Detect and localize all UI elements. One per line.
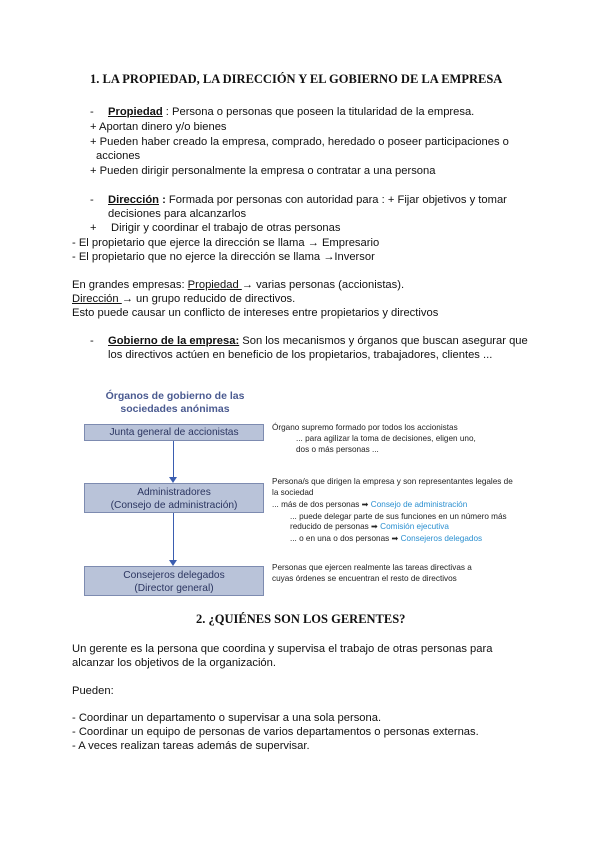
diagram-title-line1: Órganos de gobierno de las <box>105 390 245 402</box>
admin-desc-line3 <box>272 500 467 511</box>
grandes-propiedad-rest: → varias personas (accionistas). <box>241 279 405 291</box>
direccion-term: Dirección <box>108 194 159 206</box>
direccion-def-line1: Formada por personas con autoridad para : + Fijar objetivos y tomar <box>165 194 507 206</box>
administradores-line2: (Consejo de administración) <box>110 500 238 511</box>
gobierno-bullet: - <box>90 335 94 347</box>
gobierno-term: Gobierno de la empresa: <box>108 335 240 347</box>
propiedad-term: Propiedad <box>108 106 163 118</box>
gobierno-def-line2: los directivos actúen en beneficio de los propietarios, trabajadores, clientes ... <box>108 349 493 361</box>
propiedad-item: acciones <box>96 150 141 162</box>
direccion-definition <box>108 193 507 208</box>
consejeros-box <box>84 566 264 596</box>
direccion-note: - El propietario que no ejerce la dirección se llama →Inversor <box>72 251 375 263</box>
admin-desc-line5-highlight: Comisión ejecutiva <box>380 522 449 531</box>
consejeros-line1: Consejeros delegados <box>123 570 225 581</box>
propiedad-item: + Aportan dinero y/o bienes <box>90 121 227 133</box>
connector-line <box>173 513 174 563</box>
admin-desc-line3-prefix: ... más de dos personas ➡ <box>272 500 371 509</box>
admin-desc-line6-prefix: ... o en una o dos personas ➡ <box>290 534 401 543</box>
direccion-item: Dirigir y coordinar el trabajo de otras personas <box>111 222 341 234</box>
propiedad-bullet: - <box>90 106 94 118</box>
junta-desc-line2: ... para agilizar la toma de decisiones, eligen uno, <box>296 434 476 443</box>
grandes-direccion-term: Dirección <box>72 293 122 305</box>
junta-desc-line1: Órgano supremo formado por todos los accionistas <box>272 423 458 432</box>
section2-item: - Coordinar un equipo de personas de varios departamentos o personas externas. <box>72 726 479 738</box>
admin-desc-line4: ... puede delegar parte de sus funciones en un número más <box>290 512 507 521</box>
propiedad-item: + Pueden dirigir personalmente la empresa o contratar a una persona <box>90 165 436 177</box>
direccion-def-line2: decisiones para alcanzarlos <box>108 208 247 220</box>
grandes-conflict: Esto puede causar un conflicto de intereses entre propietarios y directivos <box>72 307 439 319</box>
grandes-direccion-rest: → un grupo reducido de directivos. <box>121 293 296 305</box>
gobierno-def-line1: Son los mecanismos y órganos que buscan asegurar que <box>239 335 528 347</box>
section2-item: - A veces realizan tareas además de supervisar. <box>72 740 310 752</box>
admin-desc-line5-prefix: reducido de personas ➡ <box>290 522 381 531</box>
consejeros-desc-line1: Personas que ejercen realmente las tareas directivas a <box>272 563 472 572</box>
section1-title: 1. LA PROPIEDAD, LA DIRECCIÓN Y EL GOBIERNO DE LA EMPRESA <box>90 72 503 86</box>
admin-desc-line5 <box>290 522 449 533</box>
grandes-prefix: En grandes empresas: <box>72 279 188 291</box>
administradores-box <box>84 483 264 513</box>
admin-desc-line6 <box>290 534 482 545</box>
grandes-propiedad-line <box>72 278 404 293</box>
propiedad-def: : Persona o personas que poseen la titularidad de la empresa. <box>162 106 475 118</box>
admin-desc-line1: Persona/s que dirigen la empresa y son representantes legales de <box>272 477 513 486</box>
junta-desc-line3: dos o más personas ... <box>296 445 379 454</box>
section2-intro-line1: Un gerente es la persona que coordina y supervisa el trabajo de otras personas para <box>72 643 493 655</box>
connector-line <box>173 441 174 479</box>
grandes-propiedad-term: Propiedad <box>187 279 242 291</box>
direccion-item-plus: + <box>90 222 97 234</box>
administradores-line1: Administradores <box>137 487 211 498</box>
direccion-colon: : <box>158 194 166 206</box>
grandes-direccion-line <box>72 292 295 307</box>
gobierno-definition <box>108 334 528 349</box>
section2-title: 2. ¿QUIÉNES SON LOS GERENTES? <box>196 612 406 626</box>
consejeros-line2: (Director general) <box>134 583 214 594</box>
section2-item: - Coordinar un departamento o supervisar a una sola persona. <box>72 712 382 724</box>
direccion-note: - El propietario que ejerce la dirección se llama → Empresario <box>72 237 380 249</box>
propiedad-definition <box>108 105 474 120</box>
admin-desc-line6-highlight: Consejeros delegados <box>400 534 483 543</box>
section2-pueden: Pueden: <box>72 685 114 697</box>
propiedad-item: + Pueden haber creado la empresa, comprado, heredado o poseer participaciones o <box>90 136 509 148</box>
direccion-bullet: - <box>90 194 94 206</box>
admin-desc-line3-highlight: Consejo de administración <box>370 500 468 509</box>
diagram-title <box>95 390 255 415</box>
admin-desc-line2: la sociedad <box>272 488 314 497</box>
consejeros-desc-line2: cuyas órdenes se encuentran el resto de directivos <box>272 574 457 583</box>
diagram-title-line2: sociedades anónimas <box>120 402 230 415</box>
section2-intro-line2: alcanzar los objetivos de la organización. <box>72 657 276 669</box>
junta-general-box: Junta general de accionistas <box>84 424 264 441</box>
